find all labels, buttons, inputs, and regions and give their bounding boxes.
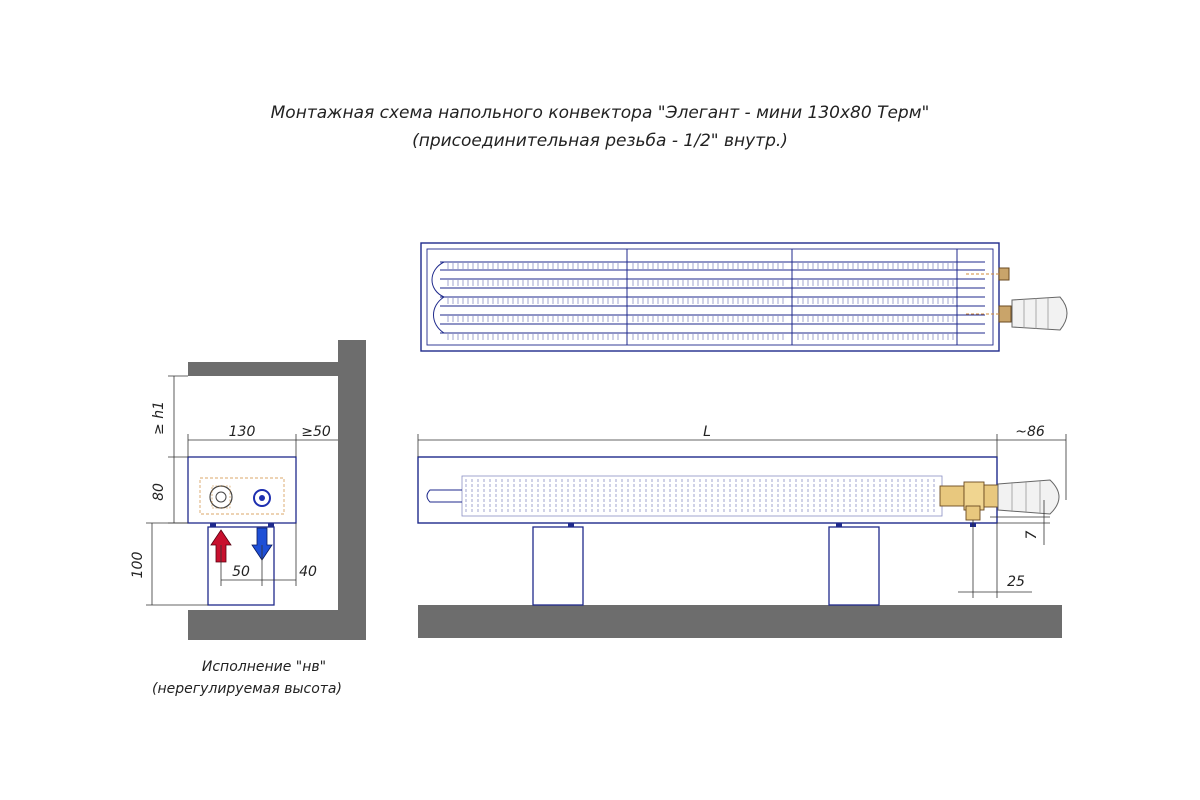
stand-left (533, 527, 583, 605)
plan-view (421, 243, 1067, 351)
dim-length: L (703, 424, 711, 440)
plan-fins (448, 263, 953, 340)
valve-front-icon (940, 482, 998, 520)
variant-caption-sub: (нерегулируемая высота) (152, 681, 342, 697)
dim-gap-wall: ≥50 (301, 424, 331, 440)
dim-width: 130 (228, 424, 256, 440)
dim-h1: ≥ h1 (151, 401, 167, 435)
thermostatic-head-front-icon (998, 480, 1059, 514)
dim-pipe-offset: 40 (299, 564, 317, 580)
floor (418, 605, 1062, 638)
return-connector-icon (254, 490, 270, 506)
stand-right (829, 527, 879, 605)
dim-valve-height: 7 (1024, 530, 1040, 540)
dim-stand: 100 (130, 551, 146, 579)
wall-and-floor (188, 340, 366, 640)
dim-height: 80 (151, 483, 167, 501)
dim-thermo-head: ~86 (1015, 424, 1045, 440)
heat-exchanger-outline (200, 478, 284, 514)
convector-body-section (188, 457, 296, 523)
front-fins (466, 479, 934, 512)
front-view (418, 424, 1066, 638)
variant-caption: Исполнение "нв" (201, 659, 327, 675)
plan-valve-icon (966, 268, 1011, 322)
section-view (130, 340, 366, 640)
diagram-subtitle: (присоединительная резьба - 1/2" внутр.) (412, 131, 788, 151)
valve-nut-icon (210, 486, 232, 508)
dim-pipe-spacing: 50 (232, 564, 250, 580)
thermostatic-head-plan-icon (1012, 297, 1067, 330)
diagram-title: Монтажная схема напольного конвектора "Элегант - мини 130х80 Терм" (270, 103, 930, 123)
dim-valve-offset: 25 (1007, 574, 1025, 590)
